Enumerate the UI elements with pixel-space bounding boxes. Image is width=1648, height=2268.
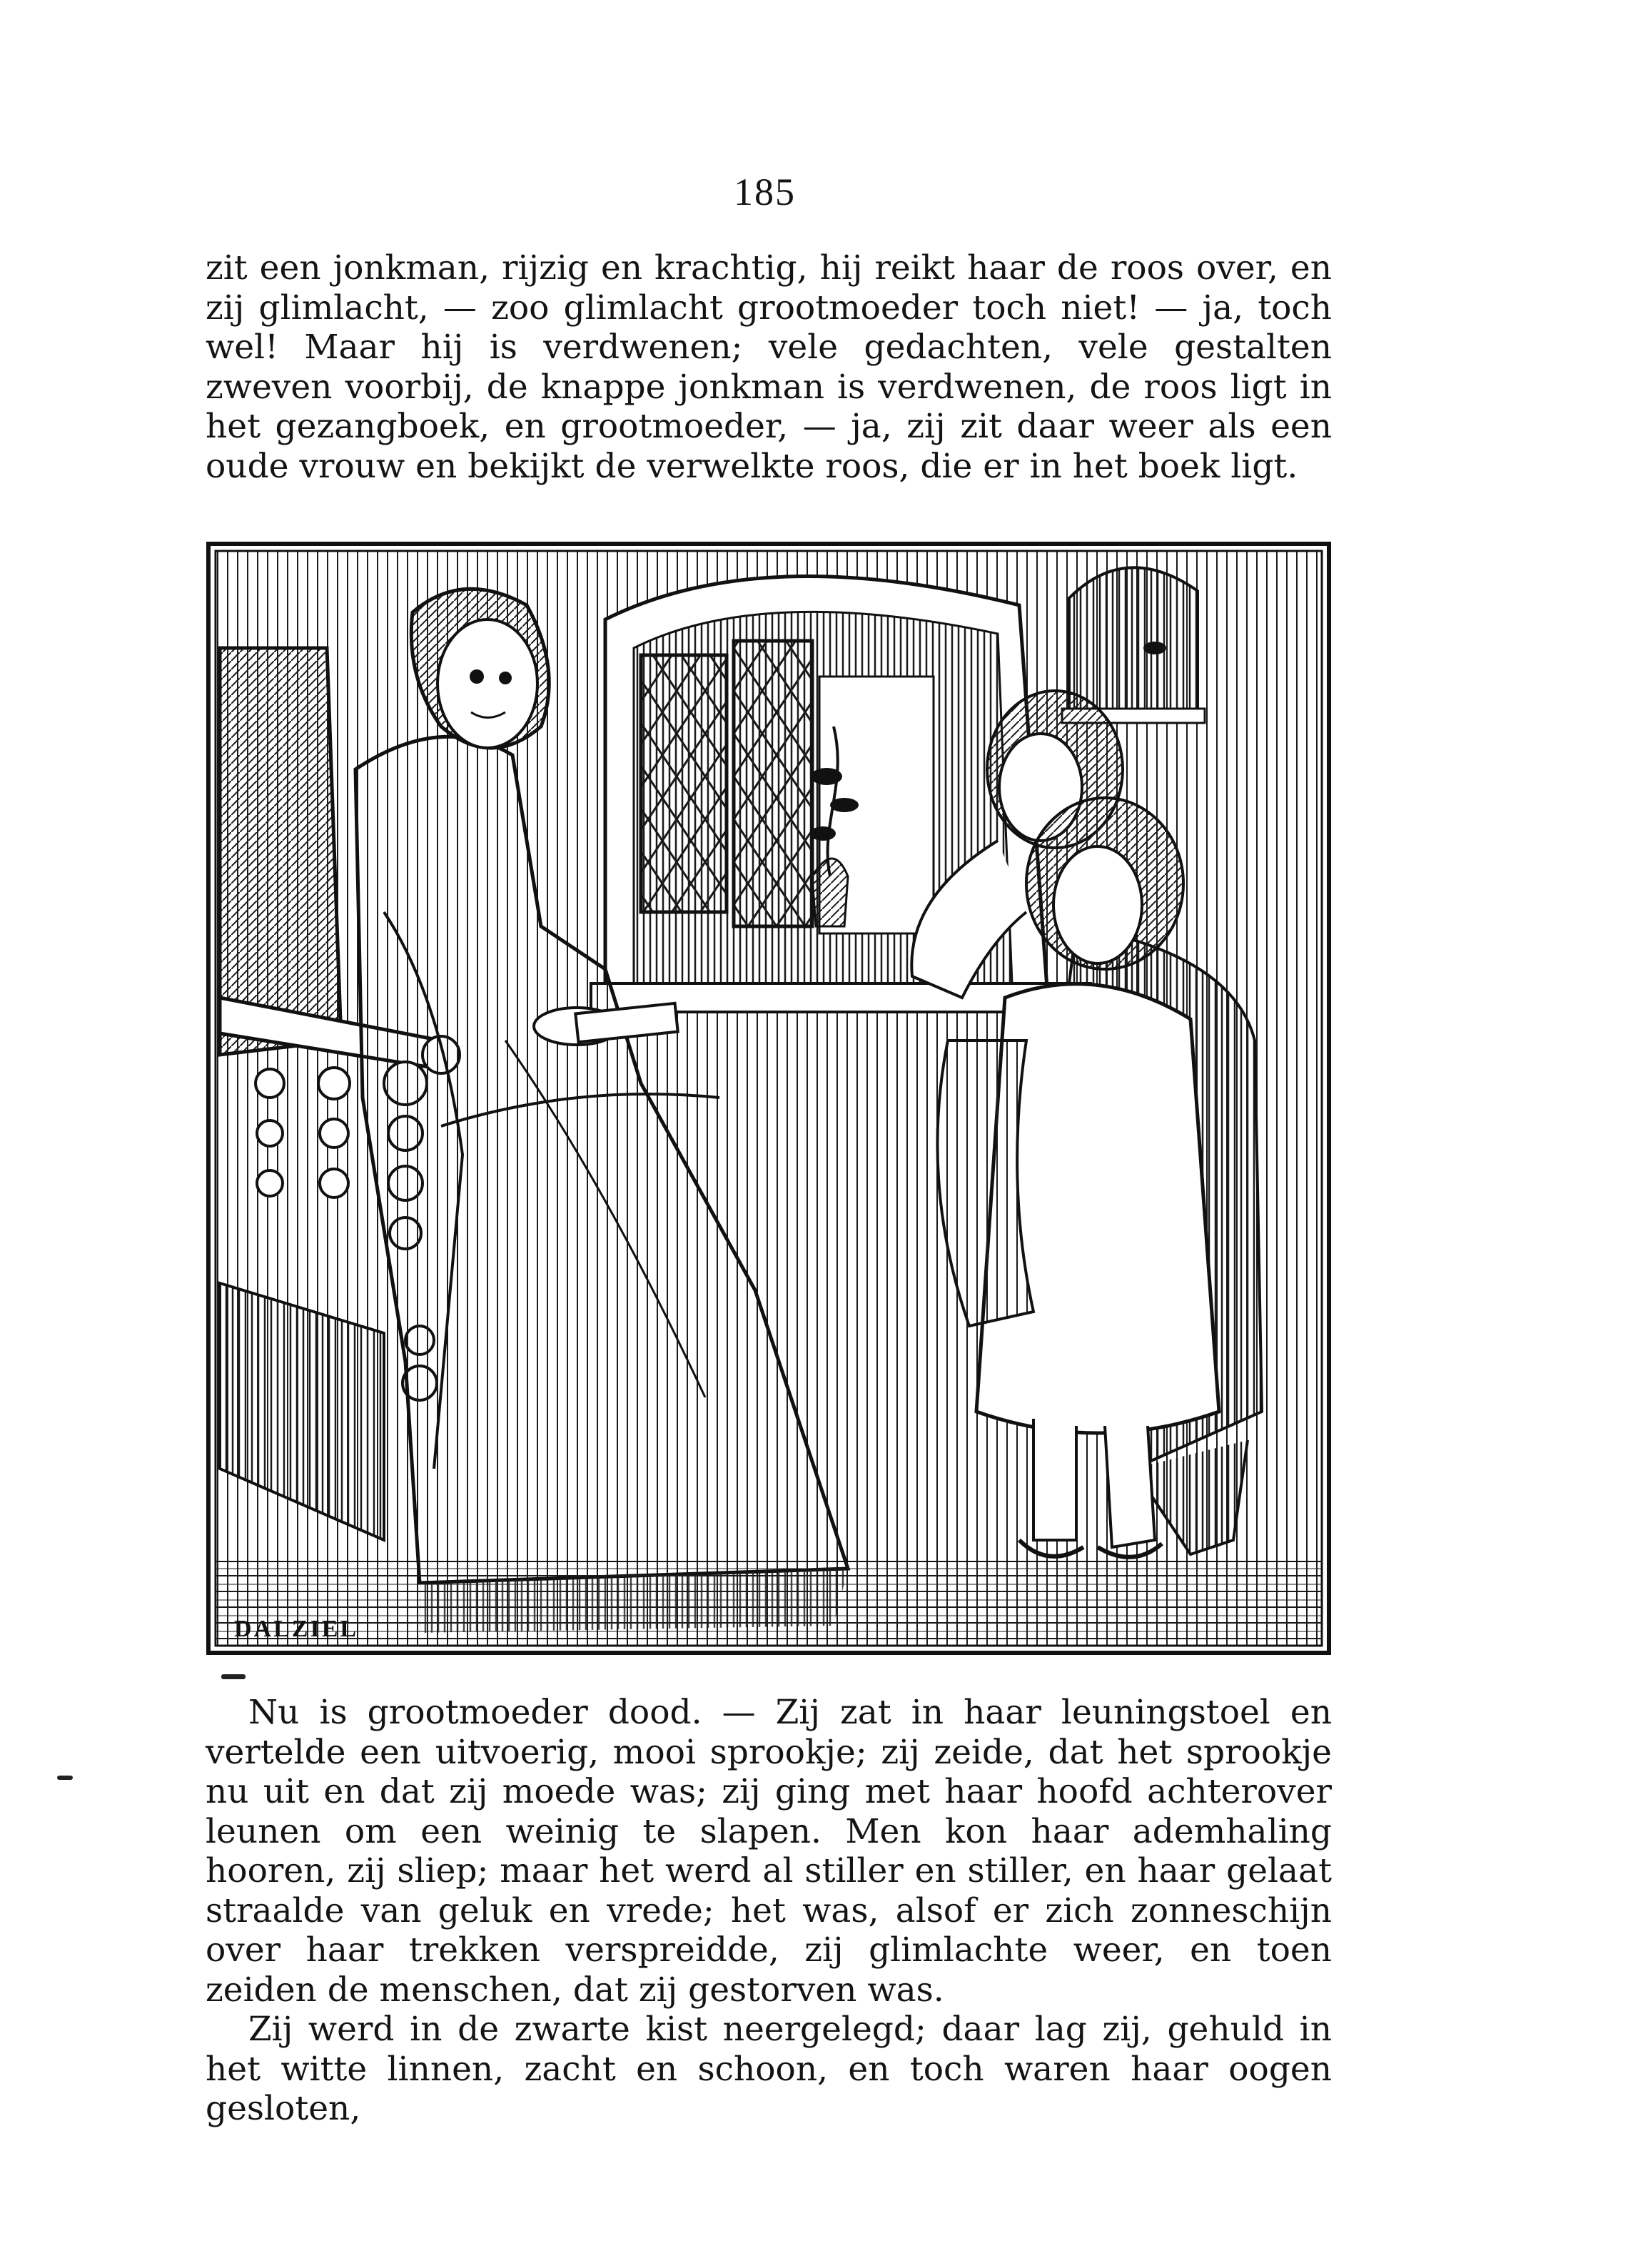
stray-ink-mark — [221, 1674, 246, 1679]
paragraph: Zij werd in de zwarte kist neergelegd; daar lag zij, gehuld in het witte linnen, zacht en schoon, en toch waren haar oogen gesloten, — [206, 2010, 1332, 2128]
illustration-signature: DALZIEL — [234, 1616, 359, 1642]
top-text-block — [206, 248, 1332, 486]
paragraph: Nu is grootmoeder dood. — Zij zat in haar leuningstoel en vertelde een uitvoerig, mooi sprookje; zij zeide, dat het sprookje nu uit en dat zij moede was; zij ging met haar hoofd achterover leunen om een weinig te slapen. Men kon haar ademhaling hooren, zij sliep; maar het werd al stiller en stiller, en haar gelaat straalde van geluk en vrede; het was, alsof er zich zonneschijn over haar trekken verspreidde, zij glimlachte weer, en toen zeiden de menschen, dat zij gestorven was. — [206, 1693, 1332, 2010]
paragraph: zit een jonkman, rijzig en krachtig, hij reikt haar de roos over, en zij glimlacht, — zoo glimlacht grootmoeder toch niet! — ja, toch wel! Maar hij is verdwenen; vele gedachten, vele gestalten zweven voorbij, de knappe jonkman is verdwenen, de roos ligt in het gezangboek, en grootmoeder, — ja, zij zit daar weer als een oude vrouw en bekijkt de verwelkte roos, die er in het boek ligt. — [206, 248, 1332, 486]
page-number: 185 — [734, 171, 796, 213]
bottom-text-block — [206, 1693, 1332, 2129]
engraving-illustration — [206, 541, 1332, 1656]
stray-ink-mark — [57, 1776, 73, 1780]
